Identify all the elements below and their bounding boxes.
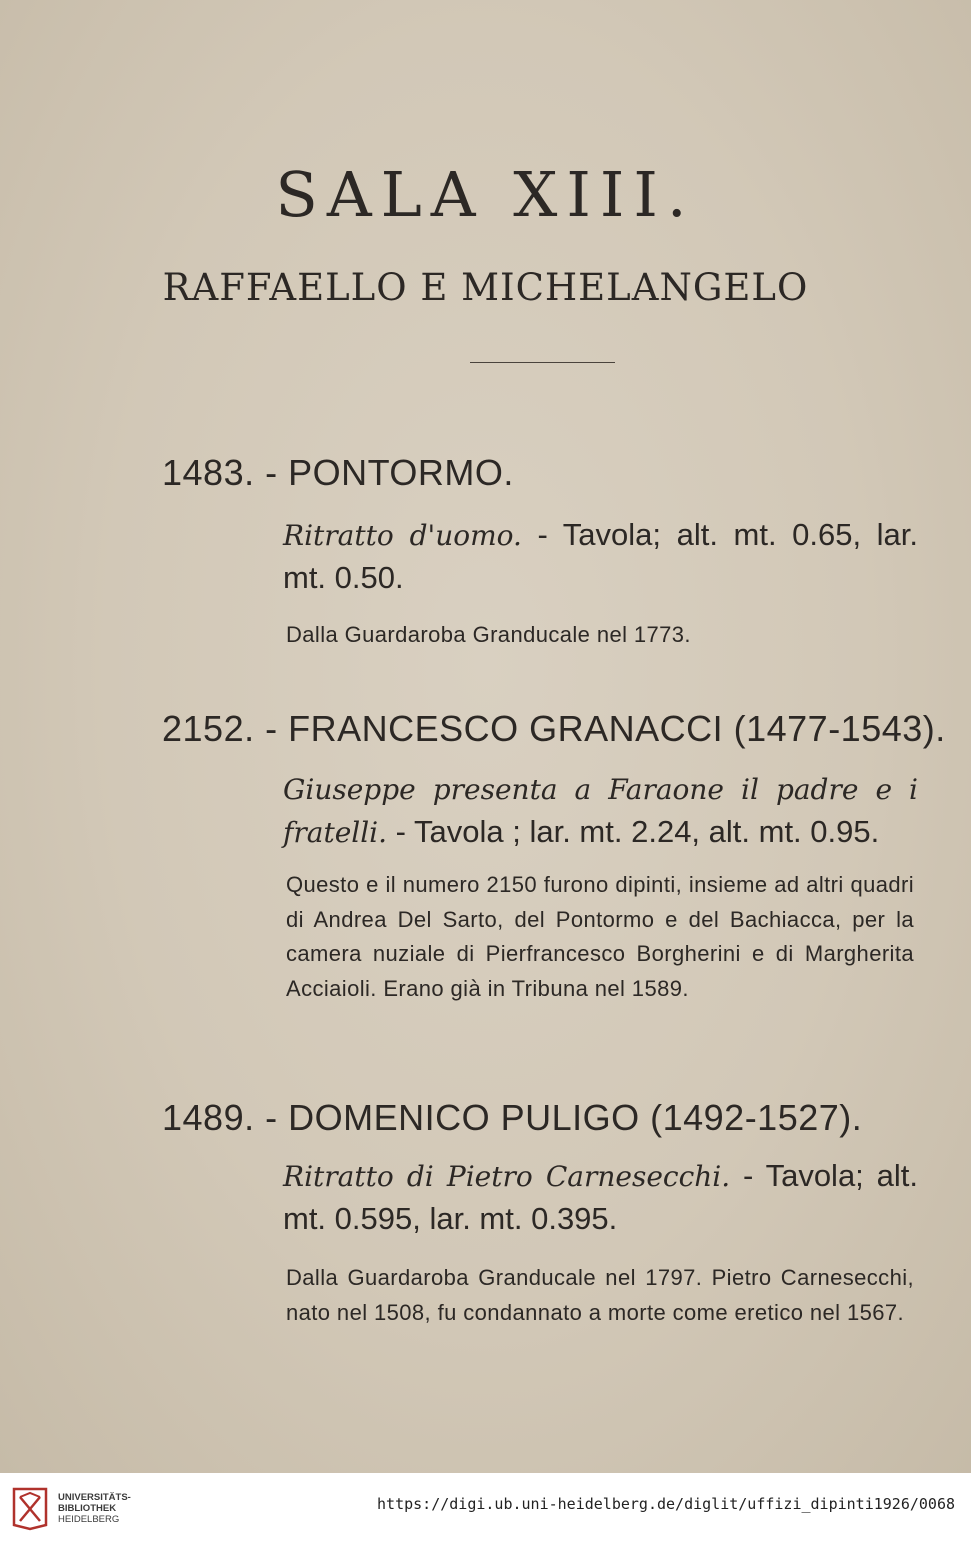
divider [470,362,615,363]
library-seal-icon [10,1485,50,1531]
entry-work [283,514,918,599]
footer-bar [0,1473,971,1543]
library-name [58,1492,131,1525]
page-title: SALA XIII. [275,158,696,231]
work-details: - Tavola; alt. mt. 0.65, lar. mt. 0.50. [283,517,918,595]
entry-note: Dalla Guardaroba Granducale nel 1773. [286,622,691,647]
work-details: - Tavola; alt. mt. 0.595, lar. mt. 0.395. [283,1158,918,1236]
source-url[interactable]: https://digi.ub.uni-heidelberg.de/diglit/uffizi_dipinti1926/0068 [377,1495,955,1513]
work-title: Giuseppe presenta a Faraone il padre e i fratelli. [283,773,918,849]
work-title: Ritratto d'uomo. [283,519,522,552]
work-title: Ritratto di Pietro Carnesecchi. [283,1160,731,1193]
entry-note: Questo e il numero 2150 furono dipinti, insieme ad altri quadri di Andrea Del Sarto, del Pontormo e del Bachiacca, per la camera nuziale di Pierfrancesco Borgherini e di Margherita Acciaioli. Erano già in Tribuna nel 1589. [286,872,914,1001]
library-name-line: BIBLIOTHEK [58,1503,117,1514]
work-details: - Tavola ; lar. mt. 2.24, alt. mt. 0.95. [387,814,880,849]
entry-heading: 1489. - DOMENICO PULIGO (1492-1527). [162,1097,863,1138]
entry-heading: 2152. - FRANCESCO GRANACCI (1477-1543). [162,708,946,749]
entry-note: Dalla Guardaroba Granducale nel 1797. Pietro Carnesecchi, nato nel 1508, fu condannato a morte come eretico nel 1567. [286,1265,914,1325]
library-name-line: HEIDELBERG [58,1514,120,1525]
entry-work [283,1155,918,1240]
entry-work [283,768,918,854]
entry-heading: 1483. - PONTORMO. [162,452,514,493]
page-subtitle: RAFFAELLO E MICHELANGELO [162,266,809,309]
library-name-line: UNIVERSITÄTS- [58,1492,131,1503]
